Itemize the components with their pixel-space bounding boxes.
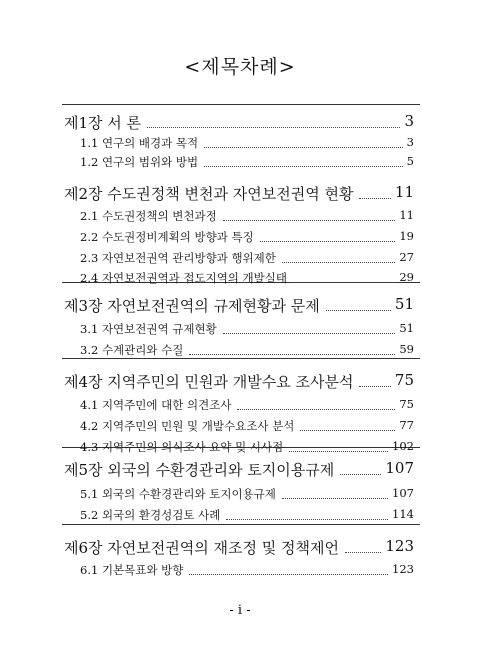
chapter-entry-page: 11 — [394, 183, 414, 201]
chapter-entry[interactable] — [0, 537, 480, 557]
section-entry-page: 5 — [406, 154, 414, 168]
section-entry-label: 1.2 연구의 범위와 방법 — [80, 155, 199, 169]
section-entry[interactable] — [0, 505, 480, 525]
section-entry-page: 19 — [399, 229, 414, 243]
section-entry-label: 4.3 지역주민의 의식조사 요약 및 시사점 — [80, 440, 284, 454]
section-entry-label: 5.2 외국의 환경성검토 사례 — [80, 508, 221, 522]
chapter-entry-label: 제4장 지역주민의 민원과 개발수요 조사분석 — [64, 373, 354, 391]
section-entry-label: 4.1 지역주민에 대한 의견조사 — [80, 398, 232, 412]
chapter-entry[interactable] — [0, 459, 480, 479]
chapter-entry[interactable] — [0, 371, 480, 391]
chapter-entry-label: 제6장 자연보전권역의 재조정 및 정책제언 — [64, 539, 339, 557]
section-entry-page: 59 — [399, 342, 414, 356]
dot-leader — [223, 220, 395, 221]
section-entry-page: 29 — [399, 270, 414, 284]
chapter-entry-page: 3 — [404, 112, 414, 130]
section-entry-page: 75 — [399, 397, 414, 411]
section-entry-label: 3.1 자연보전권역 규제현황 — [80, 322, 217, 336]
dot-leader — [189, 574, 388, 575]
section-entry[interactable] — [0, 484, 480, 504]
chapter-entry-label: 제5장 외국의 수환경관리와 토지이용규제 — [64, 461, 335, 479]
section-entry[interactable] — [0, 152, 480, 172]
section-entry[interactable] — [0, 416, 480, 436]
dot-leader — [204, 147, 403, 148]
section-entry-label: 2.1 수도권정책의 변천과정 — [80, 209, 217, 223]
section-entry[interactable] — [0, 319, 480, 339]
section-entry[interactable] — [0, 560, 480, 580]
dot-leader — [359, 198, 391, 199]
chapter-entry-label: 제3장 자연보전권역의 규제현황과 문제 — [64, 297, 320, 315]
section-entry-label: 1.1 연구의 배경과 목적 — [80, 136, 199, 150]
section-entry-label: 2.2 수도권정비계획의 방향과 특징 — [80, 230, 254, 244]
chapter-entry-page: 123 — [385, 537, 414, 555]
section-entry-page: 77 — [399, 418, 414, 432]
section-entry-label: 2.3 자연보전권역 관리방향과 행위제한 — [80, 251, 276, 265]
dot-leader — [289, 451, 388, 452]
section-entry[interactable] — [0, 340, 480, 360]
dot-leader — [204, 166, 403, 167]
section-entry[interactable] — [0, 248, 480, 268]
chapter-entry[interactable] — [0, 112, 480, 132]
section-entry-page: 123 — [392, 562, 414, 576]
section-entry-page: 27 — [399, 250, 414, 264]
dot-leader — [300, 430, 395, 431]
section-entry[interactable] — [0, 395, 480, 415]
section-entry-label: 2.4 자연보전권역과 접도지역의 개발실태 — [80, 271, 287, 285]
dot-leader — [345, 552, 381, 553]
chapter-entry-page: 51 — [394, 295, 414, 313]
dot-leader — [282, 262, 395, 263]
section-entry-page: 102 — [392, 439, 414, 453]
page-number: - i - — [229, 603, 251, 618]
section-entry-label: 4.2 지역주민의 민원 및 개발수요조사 분석 — [80, 419, 295, 433]
dot-leader — [293, 282, 395, 283]
dot-leader — [326, 310, 391, 311]
dot-leader — [282, 498, 388, 499]
chapter-divider — [62, 104, 420, 105]
section-entry[interactable] — [0, 133, 480, 153]
section-entry-page: 3 — [406, 135, 414, 149]
section-entry-page: 51 — [399, 321, 414, 335]
chapter-entry-page: 75 — [394, 371, 414, 389]
chapter-entry[interactable] — [0, 183, 480, 203]
section-entry[interactable] — [0, 268, 480, 288]
dot-leader — [260, 241, 395, 242]
dot-leader — [359, 386, 391, 387]
dot-leader — [237, 409, 395, 410]
section-entry-page: 107 — [392, 486, 414, 500]
section-entry-label: 5.1 외국의 수환경관리와 토지이용규제 — [80, 487, 276, 501]
section-entry[interactable] — [0, 227, 480, 247]
chapter-entry-label: 제2장 수도권정책 변천과 자연보전권역 현황 — [64, 185, 354, 203]
dot-leader — [189, 354, 395, 355]
dot-leader — [223, 333, 395, 334]
section-entry-label: 3.2 수계관리와 수질 — [80, 343, 184, 357]
chapter-entry-page: 107 — [385, 459, 414, 477]
section-entry-page: 11 — [399, 208, 414, 222]
chapter-entry[interactable] — [0, 295, 480, 315]
chapter-entry-label: 제1장 서 론 — [64, 114, 142, 132]
page-title: <제목차례> — [184, 56, 296, 78]
section-entry[interactable] — [0, 206, 480, 226]
section-entry[interactable] — [0, 437, 480, 457]
dot-leader — [340, 474, 381, 475]
section-entry-page: 114 — [392, 507, 414, 521]
dot-leader — [226, 519, 388, 520]
section-entry-label: 6.1 기본목표와 방향 — [80, 563, 184, 577]
dot-leader — [147, 127, 400, 128]
